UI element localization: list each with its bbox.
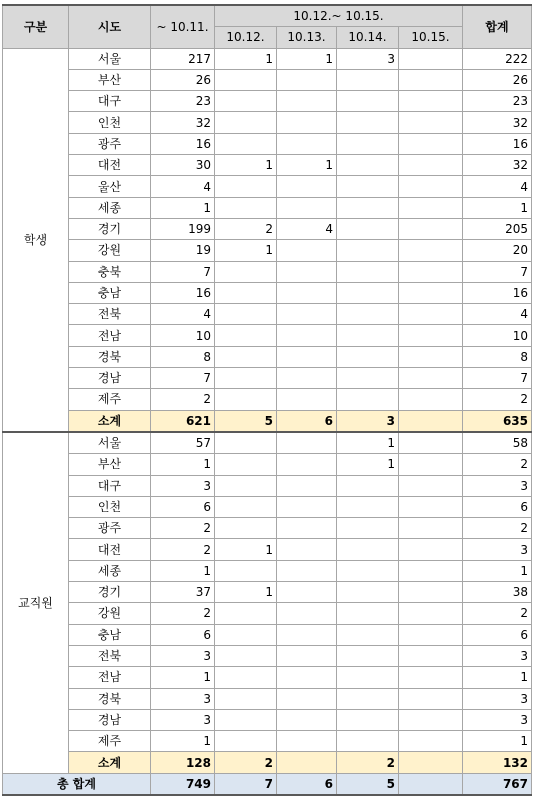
table-row bbox=[3, 475, 532, 496]
d1013-cell bbox=[277, 112, 337, 133]
subtotal-d1015 bbox=[399, 410, 463, 432]
d1013-cell bbox=[277, 645, 337, 666]
d1013-cell: 4 bbox=[277, 218, 337, 239]
region-cell: 부산 bbox=[69, 454, 151, 475]
d1014-cell: 1 bbox=[337, 454, 399, 475]
upto-cell: 16 bbox=[151, 282, 215, 303]
d1015-cell bbox=[399, 603, 463, 624]
upto-cell: 1 bbox=[151, 454, 215, 475]
table-row bbox=[3, 240, 532, 261]
upto-cell: 57 bbox=[151, 432, 215, 454]
d1013-cell bbox=[277, 603, 337, 624]
region-cell: 부산 bbox=[69, 69, 151, 90]
total-cell: 3 bbox=[463, 475, 532, 496]
staff-subtotal-row bbox=[3, 752, 532, 773]
subtotal-d1014: 3 bbox=[337, 410, 399, 432]
d1015-cell bbox=[399, 133, 463, 154]
subtotal-label: 소계 bbox=[69, 752, 151, 773]
d1013-cell bbox=[277, 261, 337, 282]
grand-total-d1014: 5 bbox=[337, 773, 399, 795]
upto-cell: 2 bbox=[151, 539, 215, 560]
table-row bbox=[3, 496, 532, 517]
total-cell: 2 bbox=[463, 603, 532, 624]
d1015-cell bbox=[399, 688, 463, 709]
upto-cell: 16 bbox=[151, 133, 215, 154]
d1012-cell bbox=[215, 475, 277, 496]
d1015-cell bbox=[399, 539, 463, 560]
upto-cell: 26 bbox=[151, 69, 215, 90]
subtotal-total: 132 bbox=[463, 752, 532, 773]
d1012-cell bbox=[215, 304, 277, 325]
d1014-cell bbox=[337, 218, 399, 239]
d1012-cell bbox=[215, 624, 277, 645]
total-cell: 23 bbox=[463, 91, 532, 112]
region-cell: 전북 bbox=[69, 645, 151, 666]
d1013-cell bbox=[277, 197, 337, 218]
total-cell: 26 bbox=[463, 69, 532, 90]
upto-cell: 6 bbox=[151, 624, 215, 645]
table-row bbox=[3, 346, 532, 367]
table-row bbox=[3, 389, 532, 410]
upto-cell: 19 bbox=[151, 240, 215, 261]
subtotal-d1015 bbox=[399, 752, 463, 773]
d1014-cell bbox=[337, 560, 399, 581]
total-cell: 3 bbox=[463, 709, 532, 730]
total-cell: 7 bbox=[463, 261, 532, 282]
d1015-cell bbox=[399, 261, 463, 282]
d1014-cell bbox=[337, 688, 399, 709]
d1015-cell bbox=[399, 282, 463, 303]
upto-cell: 7 bbox=[151, 261, 215, 282]
d1015-cell bbox=[399, 518, 463, 539]
header-1015: 10.15. bbox=[399, 27, 463, 48]
d1015-cell bbox=[399, 304, 463, 325]
header-upto-1011: ~ 10.11. bbox=[151, 5, 215, 48]
table-row bbox=[3, 197, 532, 218]
table-row bbox=[3, 176, 532, 197]
total-cell: 3 bbox=[463, 539, 532, 560]
table-row bbox=[3, 709, 532, 730]
total-cell: 10 bbox=[463, 325, 532, 346]
d1014-cell bbox=[337, 496, 399, 517]
upto-cell: 2 bbox=[151, 518, 215, 539]
d1015-cell bbox=[399, 709, 463, 730]
d1014-cell: 3 bbox=[337, 48, 399, 69]
d1012-cell bbox=[215, 518, 277, 539]
total-cell: 2 bbox=[463, 454, 532, 475]
subtotal-d1013 bbox=[277, 752, 337, 773]
total-cell: 58 bbox=[463, 432, 532, 454]
table-row bbox=[3, 218, 532, 239]
total-cell: 16 bbox=[463, 282, 532, 303]
table-row bbox=[3, 304, 532, 325]
upto-cell: 217 bbox=[151, 48, 215, 69]
header-region: 시도 bbox=[69, 5, 151, 48]
d1014-cell bbox=[337, 603, 399, 624]
d1015-cell bbox=[399, 240, 463, 261]
d1014-cell bbox=[337, 346, 399, 367]
d1013-cell bbox=[277, 432, 337, 454]
d1012-cell bbox=[215, 603, 277, 624]
table-row bbox=[3, 112, 532, 133]
d1015-cell bbox=[399, 432, 463, 454]
table-row bbox=[3, 539, 532, 560]
region-cell: 서울 bbox=[69, 48, 151, 69]
table-row bbox=[3, 603, 532, 624]
d1013-cell: 1 bbox=[277, 48, 337, 69]
region-cell: 충북 bbox=[69, 261, 151, 282]
upto-cell: 1 bbox=[151, 560, 215, 581]
d1013-cell bbox=[277, 560, 337, 581]
students-subtotal-row bbox=[3, 410, 532, 432]
d1013-cell bbox=[277, 133, 337, 154]
d1013-cell bbox=[277, 496, 337, 517]
upto-cell: 1 bbox=[151, 731, 215, 752]
d1015-cell bbox=[399, 346, 463, 367]
region-cell: 서울 bbox=[69, 432, 151, 454]
table-row bbox=[3, 282, 532, 303]
region-cell: 세종 bbox=[69, 197, 151, 218]
subtotal-d1012: 2 bbox=[215, 752, 277, 773]
d1015-cell bbox=[399, 731, 463, 752]
d1015-cell bbox=[399, 454, 463, 475]
d1012-cell bbox=[215, 496, 277, 517]
d1012-cell: 1 bbox=[215, 155, 277, 176]
d1012-cell bbox=[215, 454, 277, 475]
total-cell: 4 bbox=[463, 304, 532, 325]
total-cell: 4 bbox=[463, 176, 532, 197]
subtotal-upto: 621 bbox=[151, 410, 215, 432]
d1015-cell bbox=[399, 48, 463, 69]
d1015-cell bbox=[399, 91, 463, 112]
region-cell: 울산 bbox=[69, 176, 151, 197]
subtotal-total: 635 bbox=[463, 410, 532, 432]
d1015-cell bbox=[399, 176, 463, 197]
subtotal-d1014: 2 bbox=[337, 752, 399, 773]
grand-total-total: 767 bbox=[463, 773, 532, 795]
d1012-cell bbox=[215, 69, 277, 90]
total-cell: 32 bbox=[463, 112, 532, 133]
d1013-cell bbox=[277, 91, 337, 112]
d1014-cell bbox=[337, 304, 399, 325]
d1014-cell bbox=[337, 368, 399, 389]
d1013-cell bbox=[277, 325, 337, 346]
total-cell: 16 bbox=[463, 133, 532, 154]
region-cell: 광주 bbox=[69, 518, 151, 539]
d1013-cell bbox=[277, 240, 337, 261]
upto-cell: 4 bbox=[151, 176, 215, 197]
d1015-cell bbox=[399, 368, 463, 389]
region-cell: 강원 bbox=[69, 240, 151, 261]
d1013-cell bbox=[277, 475, 337, 496]
d1013-cell bbox=[277, 454, 337, 475]
d1014-cell bbox=[337, 282, 399, 303]
region-cell: 인천 bbox=[69, 112, 151, 133]
d1015-cell bbox=[399, 218, 463, 239]
d1014-cell bbox=[337, 731, 399, 752]
d1013-cell bbox=[277, 176, 337, 197]
d1013-cell bbox=[277, 731, 337, 752]
upto-cell: 2 bbox=[151, 389, 215, 410]
header-1012: 10.12. bbox=[215, 27, 277, 48]
upto-cell: 2 bbox=[151, 603, 215, 624]
table-row bbox=[3, 731, 532, 752]
d1014-cell bbox=[337, 112, 399, 133]
total-cell: 7 bbox=[463, 368, 532, 389]
d1015-cell bbox=[399, 389, 463, 410]
d1015-cell bbox=[399, 645, 463, 666]
d1015-cell bbox=[399, 667, 463, 688]
upto-cell: 3 bbox=[151, 645, 215, 666]
upto-cell: 23 bbox=[151, 91, 215, 112]
staff-category-label: 교직원 bbox=[3, 432, 69, 773]
region-cell: 제주 bbox=[69, 731, 151, 752]
region-cell: 인천 bbox=[69, 496, 151, 517]
d1012-cell bbox=[215, 432, 277, 454]
total-cell: 8 bbox=[463, 346, 532, 367]
d1014-cell bbox=[337, 133, 399, 154]
d1014-cell bbox=[337, 518, 399, 539]
upto-cell: 10 bbox=[151, 325, 215, 346]
table-row bbox=[3, 432, 532, 454]
d1015-cell bbox=[399, 496, 463, 517]
d1014-cell bbox=[337, 261, 399, 282]
d1012-cell: 1 bbox=[215, 48, 277, 69]
total-cell: 222 bbox=[463, 48, 532, 69]
table-row bbox=[3, 325, 532, 346]
table-row bbox=[3, 645, 532, 666]
d1014-cell bbox=[337, 91, 399, 112]
d1013-cell bbox=[277, 69, 337, 90]
total-cell: 1 bbox=[463, 667, 532, 688]
d1012-cell bbox=[215, 368, 277, 389]
table-row bbox=[3, 454, 532, 475]
d1012-cell bbox=[215, 645, 277, 666]
upto-cell: 37 bbox=[151, 582, 215, 603]
table-row bbox=[3, 667, 532, 688]
d1013-cell bbox=[277, 688, 337, 709]
confirmed-cases-table bbox=[2, 4, 532, 796]
d1014-cell bbox=[337, 667, 399, 688]
upto-cell: 3 bbox=[151, 709, 215, 730]
d1012-cell bbox=[215, 560, 277, 581]
subtotal-d1012: 5 bbox=[215, 410, 277, 432]
region-cell: 경남 bbox=[69, 368, 151, 389]
region-cell: 대구 bbox=[69, 91, 151, 112]
table-row bbox=[3, 518, 532, 539]
d1012-cell: 1 bbox=[215, 539, 277, 560]
upto-cell: 32 bbox=[151, 112, 215, 133]
total-cell: 3 bbox=[463, 688, 532, 709]
d1015-cell bbox=[399, 475, 463, 496]
total-cell: 20 bbox=[463, 240, 532, 261]
table-row bbox=[3, 69, 532, 90]
d1014-cell bbox=[337, 197, 399, 218]
d1014-cell bbox=[337, 645, 399, 666]
d1015-cell bbox=[399, 560, 463, 581]
total-cell: 1 bbox=[463, 197, 532, 218]
total-cell: 6 bbox=[463, 496, 532, 517]
table-row bbox=[3, 48, 532, 69]
upto-cell: 30 bbox=[151, 155, 215, 176]
d1015-cell bbox=[399, 69, 463, 90]
d1014-cell bbox=[337, 69, 399, 90]
total-cell: 32 bbox=[463, 155, 532, 176]
header-date-range: 10.12.~ 10.15. bbox=[215, 5, 463, 27]
d1012-cell bbox=[215, 261, 277, 282]
d1014-cell: 1 bbox=[337, 432, 399, 454]
total-cell: 1 bbox=[463, 560, 532, 581]
d1013-cell bbox=[277, 389, 337, 410]
d1012-cell bbox=[215, 389, 277, 410]
d1014-cell bbox=[337, 624, 399, 645]
upto-cell: 1 bbox=[151, 667, 215, 688]
d1014-cell bbox=[337, 582, 399, 603]
d1013-cell bbox=[277, 539, 337, 560]
region-cell: 충남 bbox=[69, 624, 151, 645]
d1012-cell bbox=[215, 709, 277, 730]
d1014-cell bbox=[337, 176, 399, 197]
d1015-cell bbox=[399, 582, 463, 603]
total-cell: 6 bbox=[463, 624, 532, 645]
d1014-cell bbox=[337, 325, 399, 346]
table-row bbox=[3, 368, 532, 389]
d1012-cell bbox=[215, 688, 277, 709]
region-cell: 경북 bbox=[69, 346, 151, 367]
d1014-cell bbox=[337, 709, 399, 730]
grand-total-d1013: 6 bbox=[277, 773, 337, 795]
region-cell: 세종 bbox=[69, 560, 151, 581]
region-cell: 강원 bbox=[69, 603, 151, 624]
grand-total-label: 총 합계 bbox=[3, 773, 151, 795]
d1013-cell bbox=[277, 282, 337, 303]
region-cell: 대전 bbox=[69, 155, 151, 176]
table-row bbox=[3, 582, 532, 603]
upto-cell: 7 bbox=[151, 368, 215, 389]
d1013-cell bbox=[277, 368, 337, 389]
region-cell: 전남 bbox=[69, 667, 151, 688]
d1012-cell bbox=[215, 176, 277, 197]
upto-cell: 8 bbox=[151, 346, 215, 367]
d1012-cell: 1 bbox=[215, 582, 277, 603]
d1014-cell bbox=[337, 155, 399, 176]
header-category: 구분 bbox=[3, 5, 69, 48]
region-cell: 경북 bbox=[69, 688, 151, 709]
subtotal-label: 소계 bbox=[69, 410, 151, 432]
table-row bbox=[3, 560, 532, 581]
d1015-cell bbox=[399, 155, 463, 176]
upto-cell: 1 bbox=[151, 197, 215, 218]
total-cell: 38 bbox=[463, 582, 532, 603]
region-cell: 전남 bbox=[69, 325, 151, 346]
students-category-label: 학생 bbox=[3, 48, 69, 432]
upto-cell: 3 bbox=[151, 475, 215, 496]
total-cell: 205 bbox=[463, 218, 532, 239]
d1015-cell bbox=[399, 197, 463, 218]
upto-cell: 199 bbox=[151, 218, 215, 239]
d1013-cell bbox=[277, 624, 337, 645]
d1014-cell bbox=[337, 389, 399, 410]
header-1014: 10.14. bbox=[337, 27, 399, 48]
region-cell: 전북 bbox=[69, 304, 151, 325]
d1013-cell bbox=[277, 346, 337, 367]
table-row bbox=[3, 688, 532, 709]
d1015-cell bbox=[399, 624, 463, 645]
d1012-cell bbox=[215, 325, 277, 346]
region-cell: 대전 bbox=[69, 539, 151, 560]
d1014-cell bbox=[337, 240, 399, 261]
upto-cell: 6 bbox=[151, 496, 215, 517]
d1013-cell bbox=[277, 582, 337, 603]
grand-total-d1012: 7 bbox=[215, 773, 277, 795]
d1012-cell bbox=[215, 197, 277, 218]
subtotal-upto: 128 bbox=[151, 752, 215, 773]
total-cell: 3 bbox=[463, 645, 532, 666]
header-1013: 10.13. bbox=[277, 27, 337, 48]
d1013-cell bbox=[277, 709, 337, 730]
table-row bbox=[3, 133, 532, 154]
d1014-cell bbox=[337, 475, 399, 496]
region-cell: 대구 bbox=[69, 475, 151, 496]
d1012-cell bbox=[215, 346, 277, 367]
grand-total-upto: 749 bbox=[151, 773, 215, 795]
table-row bbox=[3, 624, 532, 645]
d1013-cell: 1 bbox=[277, 155, 337, 176]
region-cell: 광주 bbox=[69, 133, 151, 154]
d1015-cell bbox=[399, 112, 463, 133]
d1013-cell bbox=[277, 304, 337, 325]
region-cell: 제주 bbox=[69, 389, 151, 410]
d1013-cell bbox=[277, 518, 337, 539]
total-cell: 2 bbox=[463, 518, 532, 539]
d1015-cell bbox=[399, 325, 463, 346]
table-row bbox=[3, 261, 532, 282]
d1012-cell bbox=[215, 282, 277, 303]
upto-cell: 3 bbox=[151, 688, 215, 709]
table-row bbox=[3, 155, 532, 176]
total-cell: 2 bbox=[463, 389, 532, 410]
table-row bbox=[3, 91, 532, 112]
table-body bbox=[3, 48, 532, 795]
upto-cell: 4 bbox=[151, 304, 215, 325]
d1014-cell bbox=[337, 539, 399, 560]
d1013-cell bbox=[277, 667, 337, 688]
d1012-cell bbox=[215, 112, 277, 133]
total-cell: 1 bbox=[463, 731, 532, 752]
subtotal-d1013: 6 bbox=[277, 410, 337, 432]
d1012-cell bbox=[215, 91, 277, 112]
d1012-cell bbox=[215, 667, 277, 688]
region-cell: 경기 bbox=[69, 218, 151, 239]
header-total: 합계 bbox=[463, 5, 532, 48]
region-cell: 경남 bbox=[69, 709, 151, 730]
region-cell: 경기 bbox=[69, 582, 151, 603]
d1012-cell: 1 bbox=[215, 240, 277, 261]
d1012-cell bbox=[215, 731, 277, 752]
d1012-cell bbox=[215, 133, 277, 154]
d1012-cell: 2 bbox=[215, 218, 277, 239]
region-cell: 충남 bbox=[69, 282, 151, 303]
